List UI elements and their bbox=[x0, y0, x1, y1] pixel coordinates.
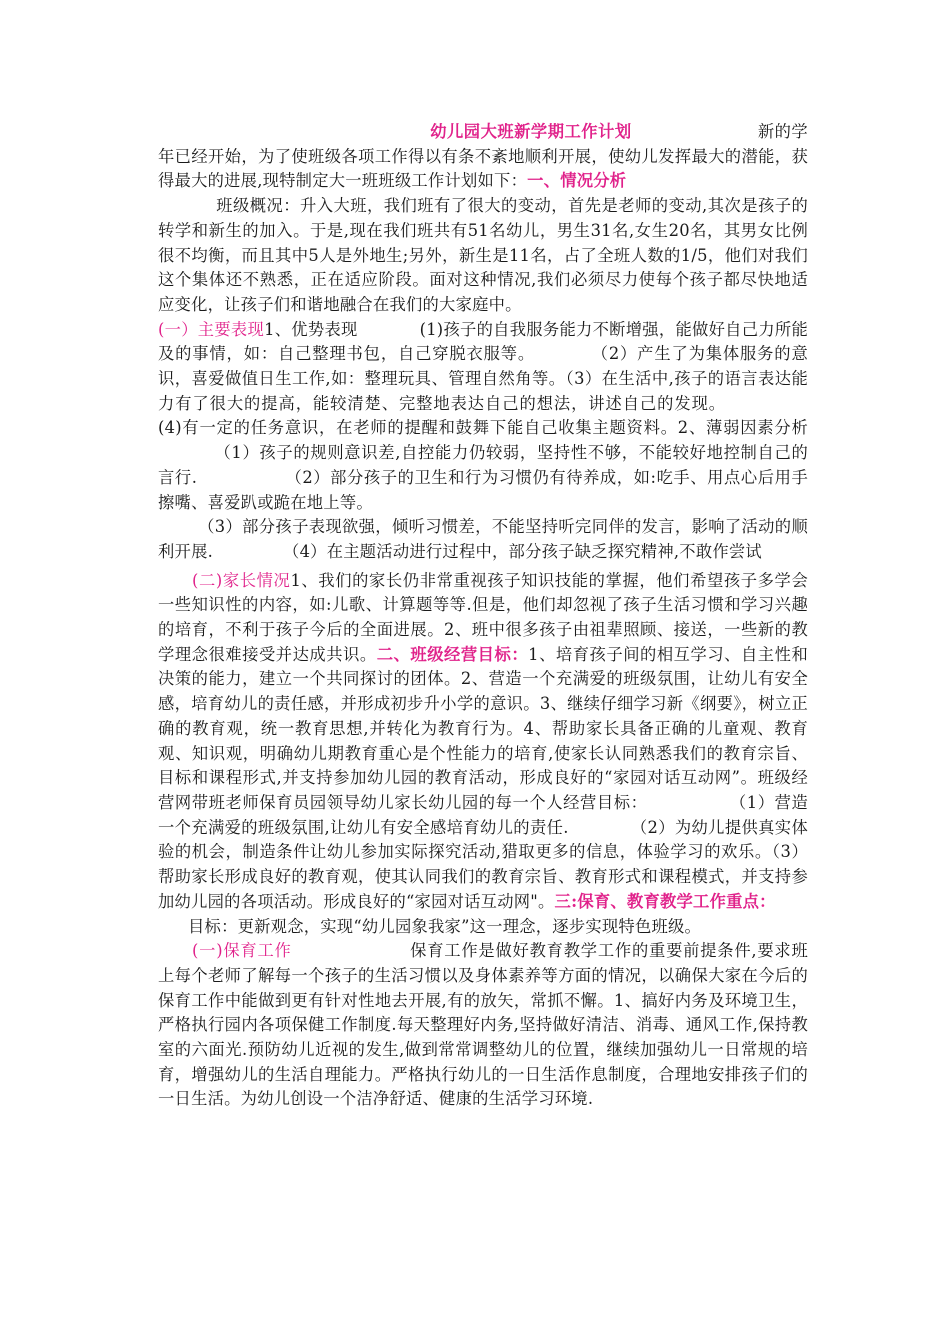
heading-parents: (二)家长情况 bbox=[192, 570, 291, 590]
document-title: 幼儿园大班新学期工作计划 bbox=[430, 122, 632, 141]
text-goal-3: （3）帮助家长形成良好的教育观，使其认同我们的教育宗旨、教育形式和课程模式，并支持参加幼儿园的各项活动。形成良好的“家园对话互动网"。 bbox=[158, 842, 808, 911]
text-item-2: （2）产生了为集体服务的意识，喜爱做值日生工作,如：整理玩具、管理自然角等。 bbox=[158, 344, 808, 389]
paragraph-main-performance bbox=[158, 318, 808, 516]
text-class-goals: 1、培育孩子间的相互学习、自主性和决策的能力，建立一个共同探讨的团体。2、营造一个充满爱的班级氛围，让幼儿有安全感，培育幼儿的责任感，并形成初步升小学的意识。3、继续仔细学习新《纲要》，树立正确的教育观，统一教育思想,并转化为教育行为。4、帮助家长具备正确的儿童观、教育观、知识观，明确幼儿期教育重心是个性能力的培育,使家长认同熟悉我们的教育宗旨、目标和课程形式,并支持参加幼儿园的教育活动，形成良好的“家园对话互动网”。班级经营网带班老师保育员园领导幼儿家长幼儿园的每一个人经营目标： bbox=[158, 644, 808, 812]
overview-text: 班级概况：升入大班，我们班有了很大的变动，首先是老师的变动,其次是孩子的转学和新生的加入。于是,现在我们班共有51名幼儿，男生31名,女生20名，其男女比例很不均衡，而且其中5人是外地生;另外，新生是11名，占了全班人数的1/5，他们对我们这个集体还不熟悉，正在适应阶段。面对这种情况,我们必须尽力使每个孩子都尽快地适应变化，让孩子们和谐地融合在我们的大家庭中。 bbox=[158, 196, 808, 314]
paragraph-intro bbox=[158, 120, 808, 194]
document-body bbox=[158, 120, 808, 1112]
text-care-work: 保育工作是做好教育教学工作的重要前提条件,要求班上每个老师了解每一个孩子的生活习惯以及身体素养等方面的情况，以确保大家在今后的保育工作中能做到更有针对性地去开展,有的放矢，常抓不懈。1、搞好内务及环境卫生，严格执行园内各项保健工作制度.每天整理好内务,坚持做好清洁、消毒、通风工作,保持教室的六面光.预防幼儿近视的发生,做到常常调整幼儿的位置，继续加强幼儿一日常规的培育，增强幼儿的生活自理能力。严格执行幼儿的一日生活作息制度，合理地安排孩子们的一日生活。为幼儿创设一个洁净舒适、健康的生活学习环境. bbox=[158, 941, 808, 1109]
text-item-1: (1)孩子的自我服务能力不断增强，能做好自己力所能及的事情，如：自己整理书包，自己穿脱衣服等。 bbox=[158, 319, 808, 364]
text-strengths: 1、优势表现 bbox=[264, 319, 358, 339]
heading-class-goals: 二、班级经营目标： bbox=[376, 644, 529, 664]
heading-main-performance: (一）主要表现 bbox=[158, 319, 265, 339]
text-goal-1: （1）营造一个充满爱的班级氛围,让幼儿有安全感培育幼儿的责任. bbox=[158, 792, 808, 837]
heading-care-work: (一)保育工作 bbox=[192, 941, 292, 961]
text-item-3: （3）在生活中,孩子的语言表达能力有了很大的提高，能较清楚、完整地表达自己的想法，讲述自己的发现。 bbox=[158, 369, 808, 413]
paragraph-weak-3 bbox=[158, 515, 808, 564]
paragraph-goal bbox=[158, 915, 808, 940]
paragraph-overview bbox=[158, 194, 808, 318]
text-item-4: (4)有一定的任务意识，在老师的提醒和鼓舞下能自己收集主题资料。2、薄弱因素分析 bbox=[158, 418, 808, 438]
text-weak-3: （3）部分孩子表现欲强，倾听习惯差，不能坚持听完同伴的发言，影响了活动的顺利开展. bbox=[158, 517, 808, 561]
heading-situation-analysis: 一、情况分析 bbox=[527, 171, 627, 191]
text-weak-1: （1）孩子的规则意识差,自控能力仍较弱，坚持性不够，不能较好地控制自己的言行. bbox=[158, 443, 808, 487]
paragraph-parents bbox=[158, 569, 808, 915]
text-weak-2: （2）部分孩子的卫生和行为习惯仍有待养成，如:吃手、用点心后用手擦嘴、喜爱趴或跪在地上等。 bbox=[158, 467, 808, 512]
heading-care-education: 三:保育、教育教学工作重点： bbox=[554, 891, 776, 911]
intro-text: 的学年已经开始，为了使班级各项工作得以有条不紊地顺利开展，使幼儿发挥最大的潜能，获得最大的进展,现特制定大一班班级工作计划如下： bbox=[158, 122, 808, 191]
text-goal-2: （2）为幼儿提供真实体验的机会，制造条件让幼儿参加实际探究活动,猎取更多的信息，体验学习的欢乐。 bbox=[158, 817, 808, 862]
paragraph-care-work bbox=[158, 939, 808, 1112]
text-parents: 1、我们的家长仍非常重视孩子知识技能的掌握，他们希望孩子多学会一些知识性的内容，如:儿歌、计算题等等.但是，他们却忽视了孩子生活习惯和学习兴趣的培育，不利于孩子今后的全面进展。2、班中很多孩子由祖辈照顾、接送，一些新的教学理念很难接受并达成共识。 bbox=[158, 570, 808, 664]
title-tail-text: 新 bbox=[757, 122, 775, 141]
text-weak-4: （4）在主题活动进行过程中，部分孩子缺乏探究精神,不敢作尝试 bbox=[283, 541, 762, 561]
text-goal: 目标：更新观念，实现“幼儿园象我家”这一理念，逐步实现特色班级。 bbox=[188, 916, 702, 936]
